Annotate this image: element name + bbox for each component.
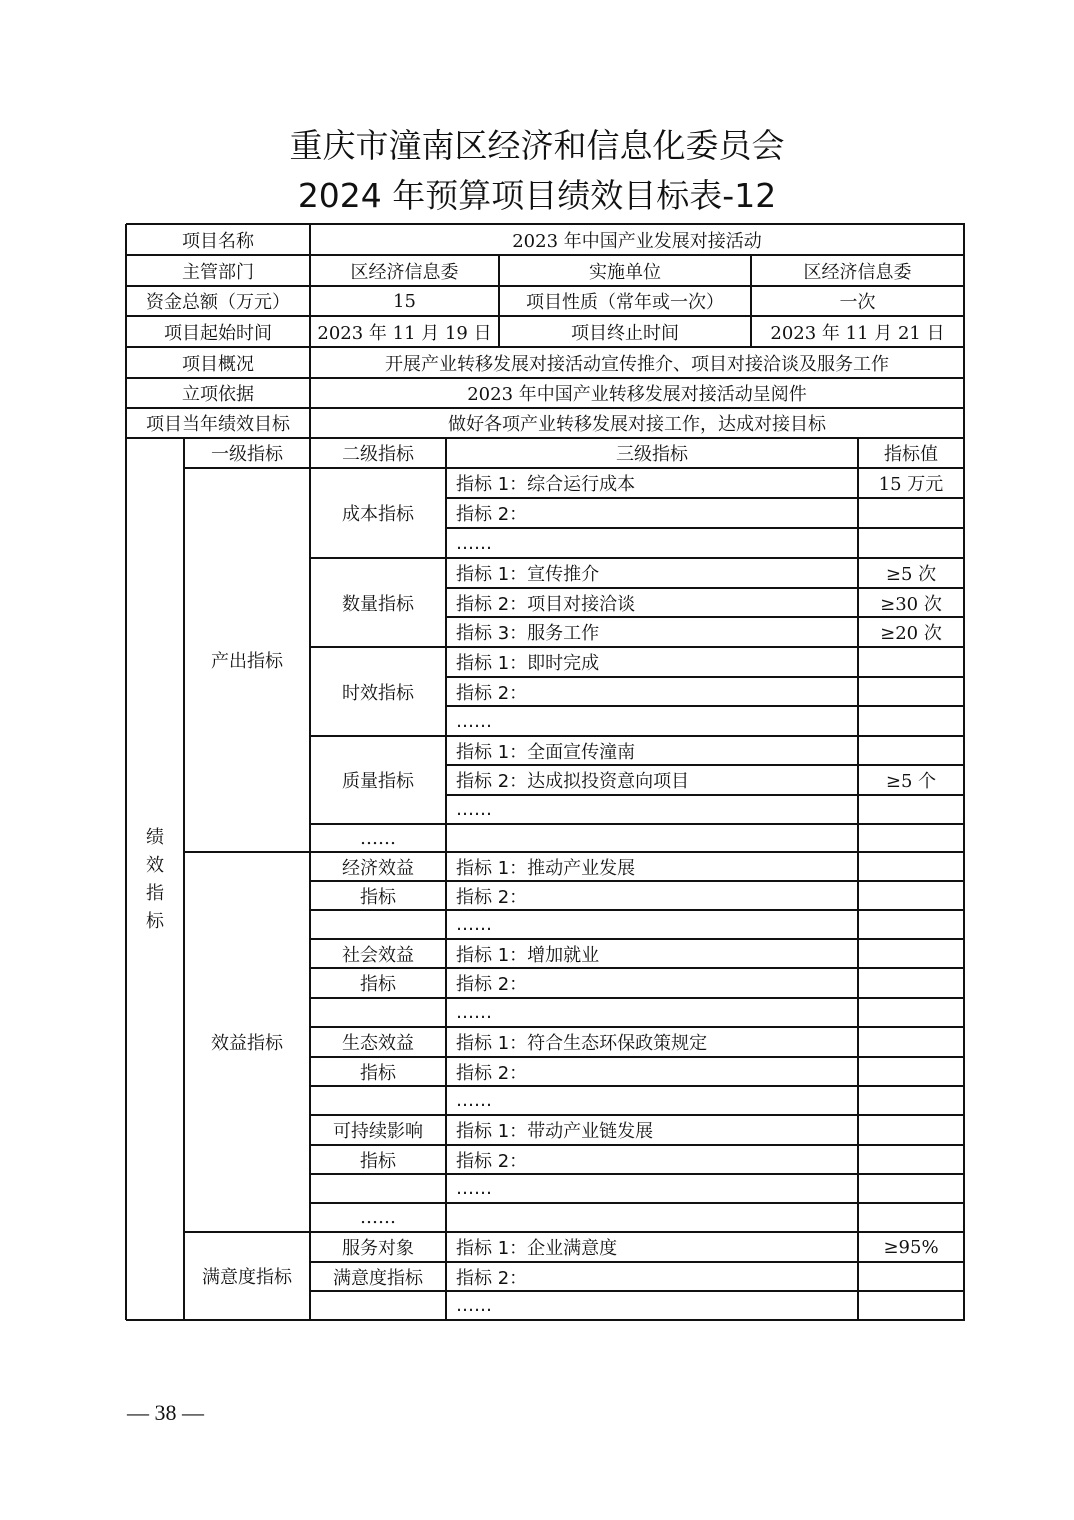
level3-indicator: 指标 1：增加就业 [456, 944, 600, 966]
header-level1: 一级指标 [211, 444, 283, 465]
side-label-char: 标 [146, 911, 164, 932]
indicator-value: ≥30 次 [880, 593, 942, 615]
level3-indicator: …… [456, 799, 492, 820]
level3-indicator: 指标 2：项目对接洽谈 [456, 593, 636, 615]
indicator-value [858, 998, 964, 1027]
level3-indicator: 指标 1：带动产业链发展 [456, 1121, 654, 1142]
project-name-value: 2023 年中国产业发展对接活动 [512, 230, 762, 252]
header-level3: 三级指标 [616, 444, 688, 465]
side-label-char: 绩 [146, 827, 164, 848]
fund-total-label: 资金总额（万元） [146, 292, 290, 313]
annual-goal-value: 做好各项产业转移发展对接工作，达成对接目标 [448, 414, 826, 435]
header-value: 指标值 [884, 444, 938, 465]
indicator-value [858, 736, 964, 765]
indicator-value [858, 968, 964, 998]
level3-indicator [446, 824, 858, 852]
project-nature-label: 项目性质（常年或一次） [526, 292, 724, 313]
side-label-char: 效 [146, 855, 164, 876]
level3-indicator: 指标 3：服务工作 [456, 623, 600, 644]
level3-indicator: 指标 2： [456, 974, 528, 995]
basis-value: 2023 年中国产业转移发展对接活动呈阅件 [467, 384, 807, 405]
level3-indicator: 指标 2：达成拟投资意向项目 [456, 771, 690, 792]
level3-indicator: 指标 1：企业满意度 [456, 1238, 618, 1259]
overview-label: 项目概况 [182, 353, 254, 375]
level3-indicator: …… [456, 1295, 492, 1316]
indicator-value [858, 647, 964, 677]
level2-sustainable: 可持续影响 [333, 1121, 423, 1142]
level2-sustainable-cont: 指标 [360, 1150, 396, 1172]
indicator-value: 15 万元 [878, 474, 944, 495]
indicator-value [858, 1203, 964, 1232]
level2-ecological-cont: 指标 [360, 1062, 396, 1084]
indicator-value [858, 677, 964, 706]
level3-indicator [446, 1203, 858, 1232]
indicator-value [858, 1262, 964, 1291]
indicator-value [858, 1145, 964, 1174]
performance-indicators-side-label [126, 824, 184, 936]
level2-satisfaction-cont: 满意度指标 [333, 1267, 423, 1289]
level3-indicator: 指标 1：即时完成 [456, 653, 600, 674]
level2-quality: 质量指标 [342, 771, 414, 792]
end-time-label: 项目终止时间 [571, 322, 679, 344]
indicator-value: ≥5 次 [885, 564, 937, 585]
overview-value: 开展产业转移发展对接活动宣传推介、项目对接洽谈及服务工作 [385, 353, 889, 375]
level3-indicator: 指标 1：宣传推介 [456, 564, 600, 585]
indicator-value [858, 1027, 964, 1057]
level2-timeliness: 时效指标 [342, 682, 414, 704]
side-label-char: 指 [146, 883, 164, 904]
indicator-value [858, 1115, 964, 1145]
indicator-value [858, 1174, 964, 1203]
level3-indicator: …… [456, 1090, 492, 1111]
level2-social-cont: 指标 [360, 974, 396, 995]
level2-cost: 成本指标 [342, 504, 414, 525]
level3-indicator: 指标 1：全面宣传潼南 [456, 741, 636, 763]
indicator-value [858, 498, 964, 528]
level3-indicator: 指标 2： [456, 682, 528, 704]
level3-indicator: …… [456, 914, 492, 935]
level2-social: 社会效益 [342, 944, 414, 966]
level3-indicator: 指标 2： [456, 504, 528, 525]
implementing-unit-value: 区经济信息委 [803, 261, 912, 283]
level3-indicator: 指标 1：符合生态环保政策规定 [456, 1033, 708, 1054]
level1-satisfaction: 满意度指标 [202, 1267, 292, 1288]
annual-goal-label: 项目当年绩效目标 [146, 414, 290, 435]
indicator-value [858, 1086, 964, 1115]
indicator-value [858, 881, 964, 910]
start-time-label: 项目起始时间 [164, 322, 272, 344]
project-nature-value: 一次 [839, 292, 876, 313]
department-label: 主管部门 [182, 261, 254, 283]
document-title: 重庆市潼南区经济和信息化委员会 [289, 126, 785, 165]
end-time-value: 2023 年 11 月 21 日 [770, 322, 945, 344]
project-name-label: 项目名称 [182, 230, 254, 252]
level2-service-target: 服务对象 [342, 1238, 414, 1259]
basis-label: 立项依据 [182, 384, 254, 405]
indicator-value: ≥95% [883, 1236, 939, 1258]
level2-ecological: 生态效益 [342, 1033, 414, 1054]
level2-economic: 经济效益 [342, 857, 414, 879]
indicator-value: ≥5 个 [885, 771, 937, 792]
indicator-value [858, 795, 964, 824]
level3-indicator: …… [456, 710, 492, 732]
indicator-value [858, 1057, 964, 1086]
level3-indicator: …… [456, 1002, 492, 1023]
level3-indicator: 指标 2： [456, 1062, 528, 1084]
level1-benefit: 效益指标 [211, 1033, 283, 1054]
level3-indicator: 指标 1：推动产业发展 [456, 857, 636, 879]
indicator-value [858, 939, 964, 968]
implementing-unit-label: 实施单位 [589, 261, 661, 283]
indicator-value [858, 910, 964, 939]
level3-indicator: …… [456, 532, 492, 554]
level1-output: 产出指标 [211, 651, 283, 672]
level3-indicator: 指标 2： [456, 1150, 528, 1172]
start-time-value: 2023 年 11 月 19 日 [317, 322, 492, 344]
indicator-value [858, 528, 964, 558]
indicator-value: ≥20 次 [880, 623, 942, 644]
level2-economic-cont: 指标 [360, 886, 396, 908]
indicator-value [858, 1291, 964, 1320]
level3-indicator: 指标 2： [456, 1267, 528, 1289]
department-value: 区经济信息委 [350, 261, 459, 283]
page-number: — 38 — [127, 1400, 204, 1425]
level2-benefit-more: …… [360, 1207, 396, 1228]
level3-indicator: 指标 2： [456, 886, 528, 908]
level2-more: …… [360, 827, 396, 849]
level3-indicator: …… [456, 1178, 492, 1199]
indicator-value [858, 852, 964, 881]
document-subtitle: 2024 年预算项目绩效目标表-12 [297, 176, 777, 215]
header-level2: 二级指标 [342, 444, 414, 465]
fund-total-value: 15 [393, 290, 416, 312]
indicator-value [858, 824, 964, 852]
level2-quantity: 数量指标 [342, 593, 414, 615]
level3-indicator: 指标 1：综合运行成本 [456, 474, 636, 495]
indicator-value [858, 706, 964, 736]
